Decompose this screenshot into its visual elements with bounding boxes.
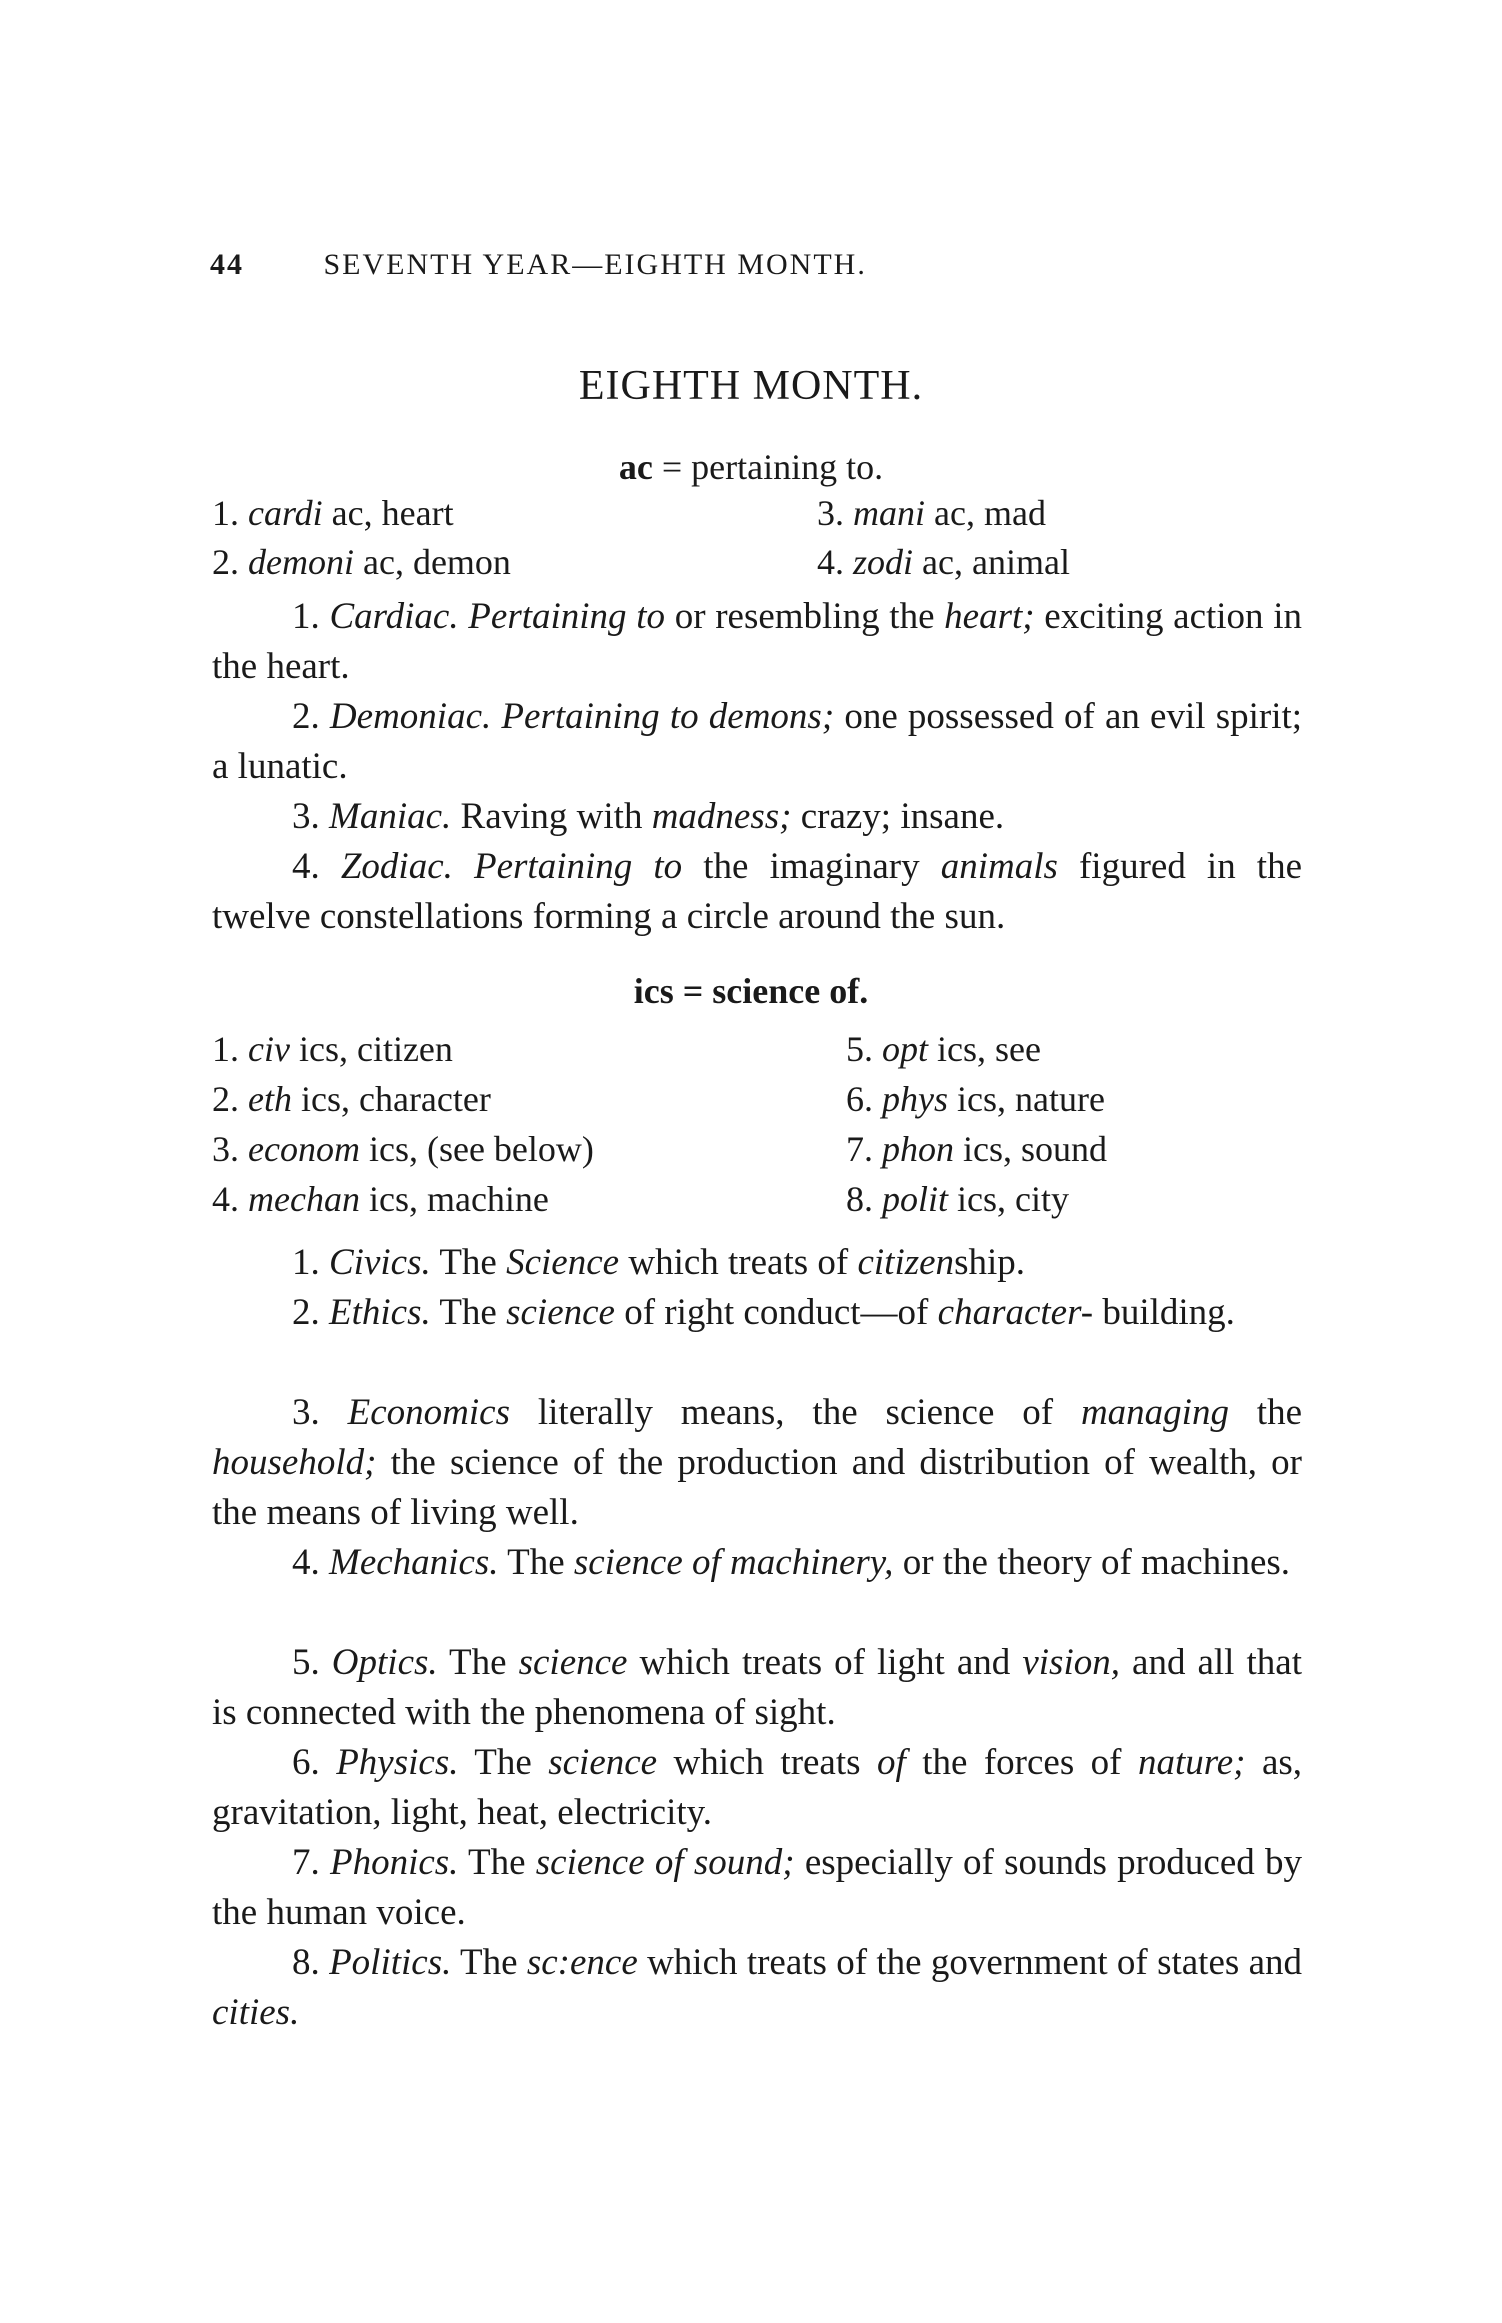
definition-paragraph (212, 1738, 1302, 1838)
def-number: 4. (292, 1542, 320, 1583)
root-word: mani (853, 493, 925, 533)
def-text-italic: Pertaining to demons; (501, 696, 835, 737)
def-text: the science of the production and distribution of wealth, or the means of living well. (212, 1442, 1302, 1533)
def-number: 2. (292, 696, 320, 737)
root-number: 4. (212, 1179, 239, 1219)
def-text: figured in the twelve constellations forming a circle around the sun. (212, 846, 1303, 937)
root-suffix: ics, (298, 1029, 348, 1069)
def-text-italic: science (518, 1642, 628, 1683)
root-word: mechan (248, 1179, 360, 1219)
def-text-italic: science (548, 1742, 658, 1783)
def-text-italic: household; (212, 1442, 377, 1483)
def-number: 7. (292, 1842, 320, 1883)
root-number: 8. (846, 1179, 873, 1219)
suffix-meaning: = science of. (682, 971, 869, 1011)
def-number: 3. (292, 1392, 320, 1433)
def-text: especially of sounds produced by the human voice. (212, 1842, 1303, 1933)
root-gloss: nature (1015, 1079, 1105, 1119)
root-gloss: animal (971, 542, 1070, 582)
running-head (210, 248, 867, 282)
root-suffix: ics, (368, 1179, 418, 1219)
def-text-italic: science of sound; (535, 1842, 795, 1883)
root-number: 4. (817, 542, 844, 582)
root-item (846, 1128, 1107, 1170)
suffix-heading-ics (0, 970, 1502, 1012)
def-term: Civics. (329, 1242, 431, 1283)
root-gloss: city (1015, 1179, 1069, 1219)
definition-paragraph (212, 592, 1302, 692)
suffix-heading-ac (0, 446, 1502, 488)
def-number: 8. (292, 1942, 320, 1983)
def-text: which treats of light and (627, 1642, 1023, 1683)
root-item (212, 1128, 594, 1170)
def-text: ship. (954, 1242, 1025, 1283)
root-number: 2. (212, 1079, 239, 1119)
def-number: 1. (292, 596, 320, 637)
root-item (846, 1078, 1105, 1120)
root-suffix: ac, (934, 493, 975, 533)
def-number: 5. (292, 1642, 320, 1683)
root-suffix: ac, (922, 542, 963, 582)
def-text: one possessed of an evil spirit; a lunatic. (212, 696, 1303, 787)
root-gloss: machine (426, 1179, 549, 1219)
def-text-italic: vision, (1022, 1642, 1120, 1683)
def-term: Zodiac. (340, 846, 453, 887)
def-term: Mechanics. (329, 1542, 499, 1583)
suffix: ics (633, 971, 674, 1011)
def-text-italic: science (506, 1292, 615, 1333)
root-item (846, 1178, 1069, 1220)
def-text: exciting action in the heart. (212, 596, 1303, 687)
def-term: Phonics. (329, 1842, 459, 1883)
def-text: The (439, 1242, 507, 1283)
root-number: 6. (846, 1079, 873, 1119)
def-text: The (468, 1842, 536, 1883)
def-text: The (460, 1942, 527, 1983)
definition-paragraph (212, 1638, 1302, 1738)
def-text: The (449, 1642, 519, 1683)
def-text: the (1228, 1392, 1303, 1433)
suffix: ac (618, 447, 653, 487)
def-text: and all that is connected with the phenomena of sight. (212, 1642, 1302, 1733)
root-word: opt (882, 1029, 929, 1069)
def-text-italic: Pertaining to (468, 596, 666, 637)
def-text-italic: science of machinery, (573, 1542, 894, 1583)
def-text-italic: cities. (212, 1992, 300, 2033)
root-suffix: ics, (957, 1179, 1007, 1219)
def-text: or resembling the (665, 596, 945, 637)
root-gloss: see (995, 1029, 1041, 1069)
definition-paragraph (212, 1238, 1302, 1288)
root-word: zodi (853, 542, 914, 582)
def-term: Cardiac. (329, 596, 459, 637)
definition-paragraph (212, 842, 1302, 942)
root-number: 1. (212, 493, 239, 533)
root-item (212, 1178, 549, 1220)
def-text-italic: nature; (1137, 1742, 1246, 1783)
root-number: 7. (846, 1129, 873, 1169)
def-number: 6. (292, 1742, 320, 1783)
def-number: 4. (292, 846, 320, 887)
root-gloss: sound (1021, 1129, 1108, 1169)
root-item (817, 492, 1046, 534)
root-word: polit (882, 1179, 949, 1219)
root-word: phys (882, 1079, 948, 1119)
def-text-italic: Pertaining to (474, 846, 683, 887)
def-text: the imaginary (682, 846, 941, 887)
def-text: which treats (657, 1742, 877, 1783)
def-text: or the theory of machines. (893, 1542, 1291, 1583)
root-item (212, 541, 511, 583)
page-number: 44 (210, 248, 244, 281)
definition-paragraph (212, 1288, 1302, 1338)
def-text-italic: sc:ence (526, 1942, 638, 1983)
def-number: 1. (292, 1242, 320, 1283)
def-text: of right conduct—of (614, 1292, 938, 1333)
def-text: as, gravitation, light, heat, electricity. (212, 1742, 1303, 1833)
root-suffix: ac, (331, 493, 373, 533)
def-text: Raving with (460, 796, 652, 837)
root-gloss: heart (381, 493, 454, 533)
def-text-italic: of (876, 1742, 906, 1783)
root-gloss: citizen (356, 1029, 453, 1069)
root-number: 2. (212, 542, 239, 582)
root-gloss: mad (983, 493, 1046, 533)
root-gloss: character (358, 1079, 491, 1119)
definition-paragraph (212, 1938, 1302, 2038)
root-number: 5. (846, 1029, 873, 1069)
def-text: building. (1102, 1292, 1235, 1333)
root-gloss: demon (412, 542, 511, 582)
def-text: literally means, the science of (509, 1392, 1081, 1433)
definition-paragraph (212, 792, 1302, 842)
def-text: the forces of (905, 1742, 1138, 1783)
root-word: demoni (248, 542, 354, 582)
def-text: The (474, 1742, 549, 1783)
def-text-italic: character- (937, 1292, 1094, 1333)
def-text-italic: citizen (857, 1242, 955, 1283)
root-item (212, 1078, 491, 1120)
def-number: 3. (292, 796, 320, 837)
root-word: eth (248, 1079, 292, 1119)
root-gloss: (see below) (426, 1129, 594, 1169)
root-suffix: ics, (368, 1129, 418, 1169)
def-text: which treats of (619, 1242, 858, 1283)
root-item (846, 1028, 1041, 1070)
root-item (212, 492, 454, 534)
page-title: EIGHTH MONTH. (578, 363, 924, 409)
root-number: 1. (212, 1029, 239, 1069)
root-suffix: ics, (963, 1129, 1012, 1169)
root-item (212, 1028, 453, 1070)
def-number: 2. (292, 1292, 320, 1333)
def-term: Economics (347, 1392, 510, 1433)
def-text-italic: managing (1080, 1392, 1229, 1433)
root-word: econom (248, 1129, 360, 1169)
def-text-italic: Science (506, 1242, 620, 1283)
def-term: Physics. (336, 1742, 459, 1783)
def-text: which treats of the government of states and (637, 1942, 1303, 1983)
def-text-italic: madness; (651, 796, 792, 837)
root-item (817, 541, 1070, 583)
def-term: Ethics. (329, 1292, 431, 1333)
root-number: 3. (817, 493, 844, 533)
root-word: phon (882, 1129, 954, 1169)
suffix-meaning: = pertaining to. (661, 447, 884, 487)
running-title: SEVENTH YEAR—EIGHTH MONTH. (323, 248, 867, 281)
def-text: crazy; insane. (791, 796, 1005, 837)
definition-paragraph (212, 692, 1302, 792)
definition-paragraph (212, 1538, 1302, 1588)
def-term: Demoniac. (329, 696, 492, 737)
def-text: The (507, 1542, 574, 1583)
root-word: cardi (248, 493, 323, 533)
def-term: Maniac. (329, 796, 452, 837)
def-text-italic: animals (940, 846, 1058, 887)
def-term: Politics. (329, 1942, 452, 1983)
root-suffix: ac, (362, 542, 404, 582)
definition-paragraph (212, 1838, 1302, 1938)
root-suffix: ics, (957, 1079, 1006, 1119)
def-term: Optics. (331, 1642, 438, 1683)
definition-paragraph (212, 1388, 1302, 1538)
root-number: 3. (212, 1129, 239, 1169)
root-suffix: ics, (300, 1079, 350, 1119)
def-text: The (439, 1292, 507, 1333)
root-suffix: ics, (937, 1029, 987, 1069)
root-word: civ (248, 1029, 290, 1069)
def-text-italic: heart; (944, 596, 1035, 637)
